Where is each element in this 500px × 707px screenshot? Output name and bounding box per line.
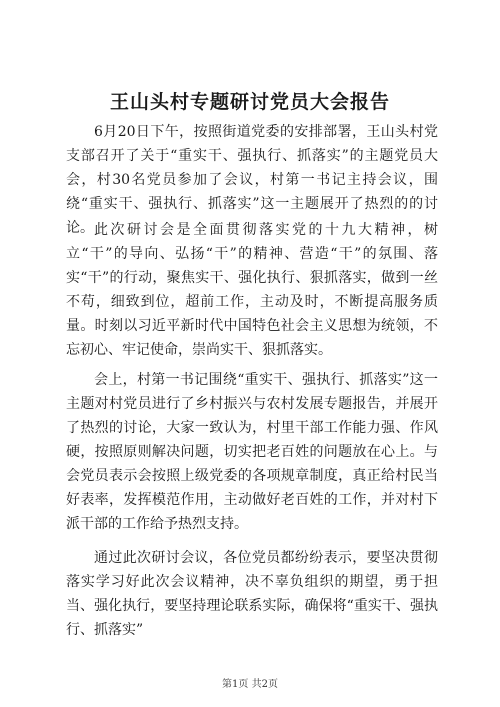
page-footer: 第1页 共2页 xyxy=(222,679,278,690)
paragraph-3: 会上，村第一书记围绕“重实干、强执行、抓落实”这一主题对村党员进行了乡村振兴与农村发展专题报告，并展开了热烈的讨论，大家一致认为，村里干部工作能力强、作风硬，按照原则解决问题，切实把老百姓的问题放在心上。与会党员表示会按照上级党委的各项规章制度，真正给村民当好表率，发挥模范作用，主动做好老百姓的工作，并对村下派干部的工作给予热烈支持。 xyxy=(66,372,438,532)
paragraph-2-block xyxy=(66,218,438,362)
document-title: 王山头村专题研讨党员大会报告 xyxy=(109,91,390,113)
paragraph-2: 此次研讨会是全面贯彻落实党的十九大精神，树立“干”的导向、弘扬“干”的精神、营造“干”的氛围、落实“干”的行动，聚焦实干、强化执行、狠抓落实，做到一丝不苟，细致到位，超前工作，主动及时，不断提高服务质量。时刻以习近平新时代中国特色社会主义思想为统领，不忘初心、牢记使命，崇尚实干、狠抓落实。 xyxy=(66,222,438,358)
paragraph-3-block xyxy=(66,368,438,536)
paragraph-4-block xyxy=(66,546,438,642)
paragraph-4: 通过此次研讨会议，各位党员都纷纷表示，要坚决贯彻落实学习好此次会议精神，决不辜负组织的期望，勇于担当、强化执行，要坚持理论联系实际，确保将“重实干、强执行、抓落实” xyxy=(66,550,438,638)
paragraph-1: 6月20日下午，按照街道党委的安排部署，王山头村党支部召开了关于“重实干、强执行、抓落实”的主题党员大会，村30名党员参加了会议，村第一书记主持会议，围绕“重实干、强执行、抓落实”这一主题展开了热烈的的讨论。 xyxy=(66,124,438,236)
